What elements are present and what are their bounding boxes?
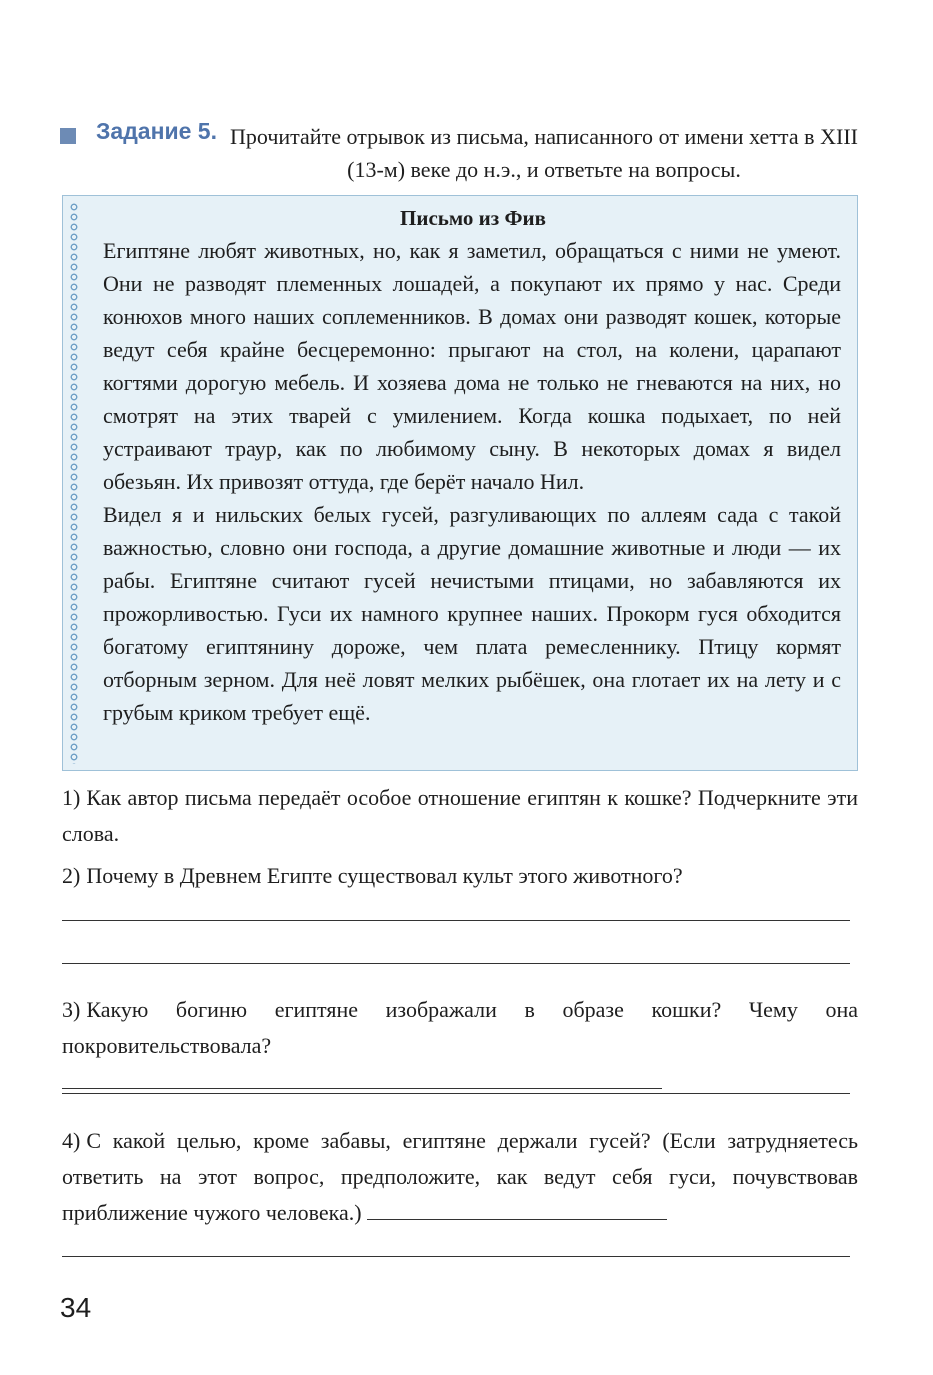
- task-marker-icon: [60, 128, 76, 144]
- task-instruction: Прочитайте отрывок из письма, написанного от имени хетта в XIII (13-м) веке до н.э., и ответьте на вопросы.: [230, 124, 858, 182]
- letter-body: [103, 234, 841, 729]
- answer-line[interactable]: [62, 1093, 850, 1094]
- answer-blank[interactable]: [367, 1197, 667, 1220]
- question-2: [62, 858, 858, 894]
- question-number: 4): [62, 1128, 81, 1153]
- question-number: 3): [62, 997, 81, 1022]
- task-label: Задание 5.: [96, 118, 217, 144]
- question-text: Как автор письма передаёт особое отношение египтян к кошке? Подчеркните эти слова.: [62, 785, 858, 846]
- letter-paragraph: Видел я и нильских белых гусей, разгуливающих по аллеям сада с такой важностью, словно они господа, а другие домашние животные и люди — их рабы. Египтяне считают гусей нечистыми птицами, но забавляются их прожорливостью. Гуси их намного крупнее наших. Прокорм гуся обходится богатому египтянину дороже, чем плата ремесленнику. Птицу кормят отборным зерном. Для неё ловят мелких рыбёшек, она глотает их на лету и с грубым криком требует ещё.: [103, 502, 841, 725]
- letter-title: Письмо из Фив: [400, 206, 546, 230]
- question-number: 1): [62, 785, 81, 810]
- task-header: [60, 118, 860, 188]
- question-text: Почему в Древнем Египте существовал культ этого животного?: [86, 863, 683, 888]
- answer-line[interactable]: [62, 920, 850, 921]
- question-number: 2): [62, 863, 81, 888]
- page-number: 34: [60, 1292, 92, 1323]
- answer-blank[interactable]: [62, 1066, 662, 1089]
- question-3: [62, 992, 858, 1100]
- question-text: С какой целью, кроме забавы, египтяне держали гусей? (Если затрудняетесь ответить на этот вопрос, предположите, как ведут себя гуси, почувствовав приближение чужого человека.): [62, 1128, 858, 1225]
- question-1: [62, 780, 858, 852]
- answer-line[interactable]: [62, 1256, 850, 1257]
- question-4: [62, 1123, 858, 1231]
- answer-line[interactable]: [62, 963, 850, 964]
- letter-paragraph: Египтяне любят животных, но, как я заметил, обращаться с ними не умеют. Они не разводят племенных лошадей, а покупают их прямо у нас. Среди конюхов много наших соплеменников. В домах они разводят кошек, которые ведут себя крайне бесцеремонно: прыгают на стол, на колени, царапают когтями дорогую мебель. И хозяева дома не только не гневаются на них, но смотрят на этих тварей с умилением. Когда кошка подыхает, по ней устраивают траур, как по любимому сыну. В некоторых домах я видел обезьян. Их привозят оттуда, где берёт начало Нил.: [103, 238, 841, 494]
- dotted-border-decoration: [69, 202, 79, 764]
- letter-box: [62, 195, 858, 771]
- question-text: Какую богиню египтяне изображали в образе кошки? Чему она покровительствовала?: [62, 997, 858, 1058]
